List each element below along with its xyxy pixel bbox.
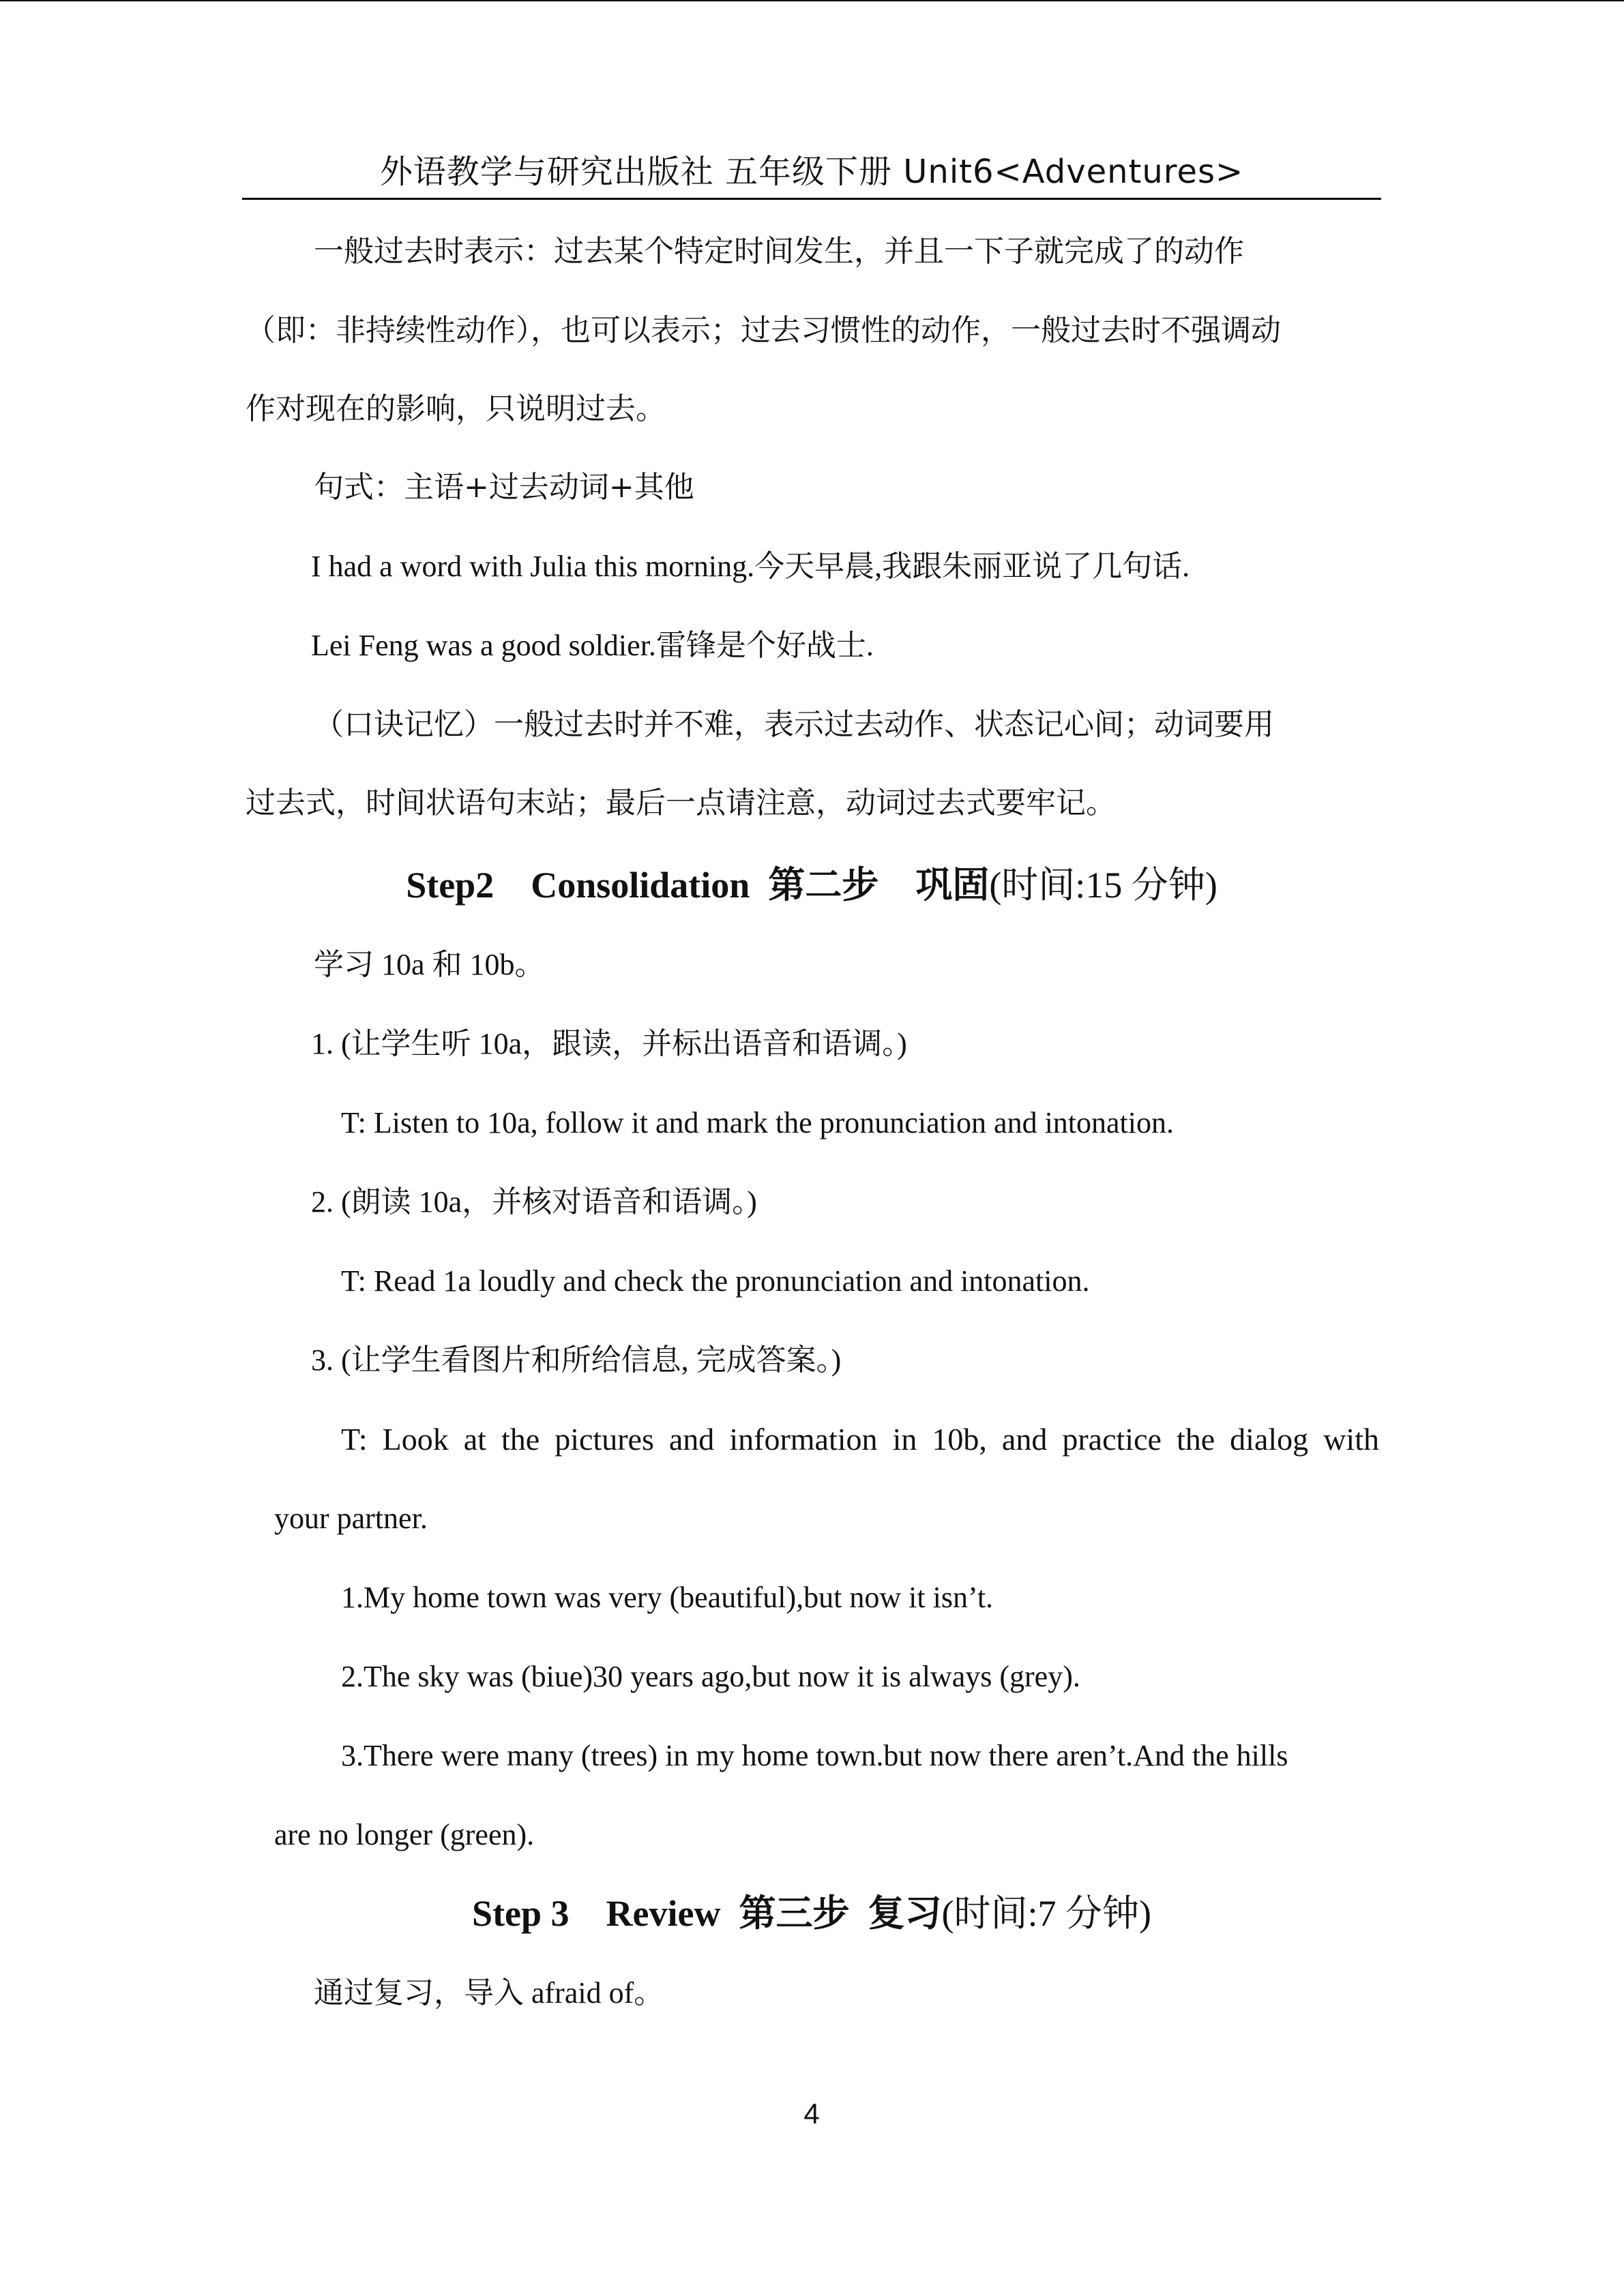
step2-item-2-teacher: T: Read 1a loudly and check the pronunciation and intonation. xyxy=(341,1264,1090,1298)
step3-heading-time: (时间:7 分钟) xyxy=(941,1893,1151,1934)
justified-word: T: xyxy=(341,1422,368,1457)
step2-item-3-teacher xyxy=(341,1416,1379,1463)
step2-item-1: 1. (让学生听 10a，跟读，并标出语音和语调。) xyxy=(311,1027,907,1060)
justified-word: the xyxy=(501,1422,540,1457)
step3-heading xyxy=(246,1886,1378,1941)
justified-word: and xyxy=(668,1422,715,1457)
mnemonic-line-1: （口诀记忆）一般过去时并不难，表示过去动作、状态记心间；动词要用 xyxy=(314,707,1274,742)
answer-sentence-2: 2.The sky was (biue)30 years ago,but now it is always (grey). xyxy=(341,1660,1080,1693)
step2-item-3-teacher-cont: your partner. xyxy=(274,1502,428,1535)
page-number: 4 xyxy=(803,2098,820,2130)
step2-item-3: 3. (让学生看图片和所给信息, 完成答案。) xyxy=(311,1343,842,1377)
grammar-line-2: （即：非持续性动作），也可以表示；过去习惯性的动作，一般过去时不强调动 xyxy=(246,313,1281,348)
page-top-border xyxy=(0,0,1624,1)
step2-item-2: 2. (朗读 10a，并核对语音和语调。) xyxy=(311,1185,757,1219)
justified-word: dialog xyxy=(1230,1422,1309,1457)
justified-word: 10b, xyxy=(932,1422,987,1457)
justified-word: at xyxy=(463,1422,486,1457)
step2-heading-time: (时间:15 分钟) xyxy=(989,865,1217,906)
example-sentence-1: I had a word with Julia this morning.今天早晨,我跟朱丽亚说了几句话. xyxy=(311,550,1190,583)
sentence-pattern: 句式：主语+过去动词+其他 xyxy=(314,470,694,505)
step2-intro: 学习 10a 和 10b。 xyxy=(314,948,545,981)
justified-word: practice xyxy=(1062,1422,1162,1457)
justified-word: Look xyxy=(382,1422,449,1457)
step2-item-1-teacher: T: Listen to 10a, follow it and mark the pronunciation and intonation. xyxy=(341,1106,1174,1139)
example-sentence-2: Lei Feng was a good soldier.雷锋是个好战士. xyxy=(311,629,874,662)
justified-word: and xyxy=(1001,1422,1048,1457)
step3-intro: 通过复习，导入 afraid of。 xyxy=(314,1976,664,2010)
justified-word: with xyxy=(1323,1422,1379,1457)
justified-word: in xyxy=(892,1422,917,1457)
grammar-line-3: 作对现在的影响，只说明过去。 xyxy=(246,391,666,426)
answer-sentence-3: 3.There were many (trees) in my home town.but now there aren’t.And the hills xyxy=(341,1739,1288,1772)
grammar-line-1: 一般过去时表示：过去某个特定时间发生，并且一下子就完成了的动作 xyxy=(314,234,1244,269)
step3-heading-title: Step 3 Review 第三步 复习 xyxy=(472,1893,942,1934)
justified-word: information xyxy=(729,1422,878,1457)
step2-heading xyxy=(246,858,1378,912)
answer-sentence-1: 1.My home town was very (beautiful),but now it isn’t. xyxy=(341,1581,994,1614)
page-header-title: 外语教学与研究出版社 五年级下册 Unit6<Adventures> xyxy=(379,153,1244,191)
answer-sentence-3-cont: are no longer (green). xyxy=(274,1818,535,1851)
step2-heading-title: Step2 Consolidation 第二步 巩固 xyxy=(406,865,990,906)
header-rule xyxy=(242,198,1381,200)
justified-word: pictures xyxy=(555,1422,654,1457)
justified-word: the xyxy=(1176,1422,1215,1457)
mnemonic-line-2: 过去式，时间状语句末站；最后一点请注意，动词过去式要牢记。 xyxy=(246,786,1116,820)
